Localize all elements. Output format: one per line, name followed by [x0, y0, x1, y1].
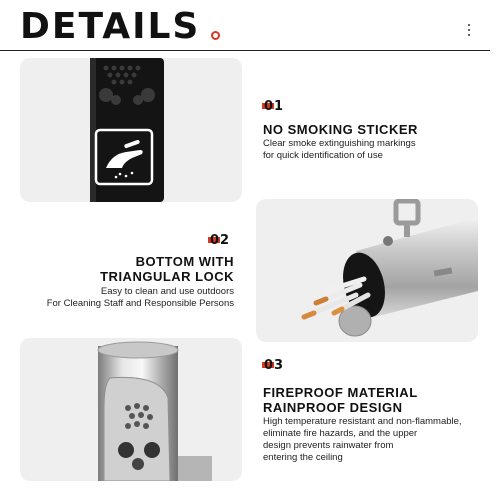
- product-image-lock: [256, 199, 478, 342]
- feature-heading: NO SMOKING STICKER: [263, 122, 418, 137]
- feature-heading: BOTTOM WITH TRIANGULAR LOCK: [100, 254, 234, 284]
- product-image-sticker: [20, 58, 242, 202]
- feature-number: 03: [264, 358, 285, 373]
- more-vertical-icon[interactable]: [466, 24, 472, 44]
- feature-number: 02: [210, 233, 231, 248]
- feature-description: Clear smoke extinguishing markings for quick identification of use: [263, 138, 416, 161]
- header-divider: [0, 50, 490, 51]
- page-title: DETAILS: [20, 6, 201, 47]
- product-image-fireproof: [20, 338, 242, 481]
- title-accent-dot: [211, 31, 220, 40]
- feature-description: High temperature resistant and non-flammable, eliminate fire hazards, and the upper design prevents rainwater from entering the ceiling: [263, 416, 462, 463]
- feature-number: 01: [264, 99, 285, 114]
- feature-description: Easy to clean and use outdoors For Cleaning Staff and Responsible Persons: [46, 286, 234, 309]
- feature-heading: FIREPROOF MATERIAL RAINPROOF DESIGN: [263, 385, 418, 415]
